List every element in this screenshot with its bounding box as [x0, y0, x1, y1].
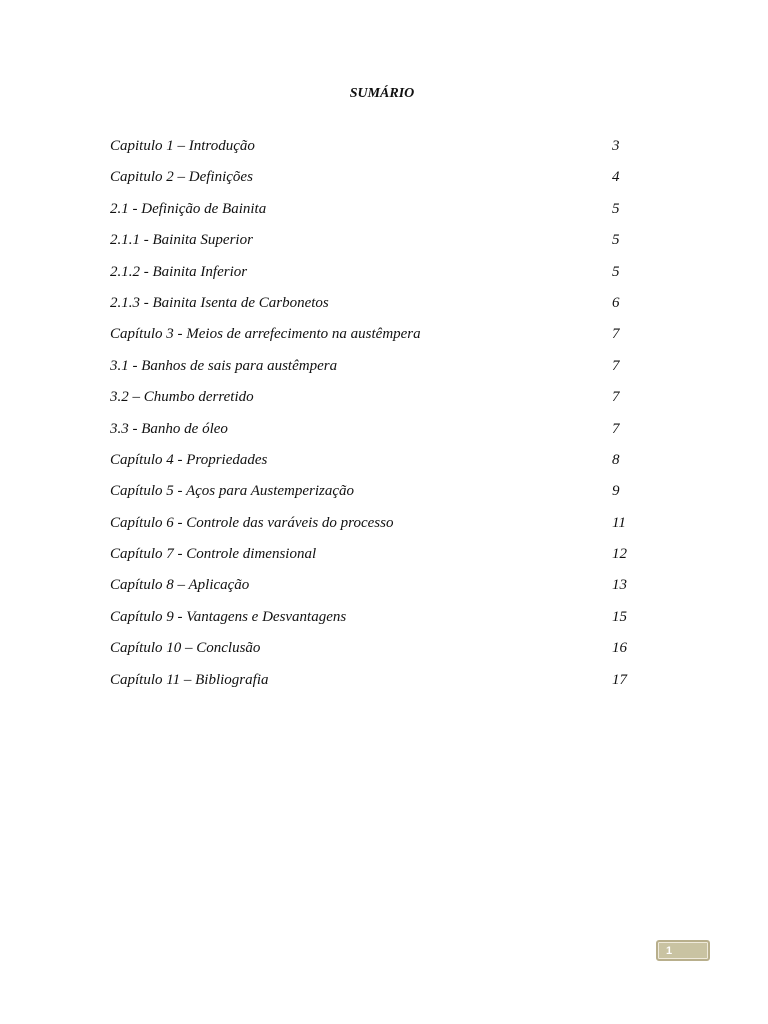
toc-entry-page: 8 [612, 451, 620, 468]
toc-entry [110, 419, 650, 450]
toc-entry-page: 7 [612, 420, 620, 437]
toc-entry-label: Capítulo 7 - Controle dimensional [110, 546, 317, 563]
toc-entry-label: Capítulo 4 - Propriedades [110, 451, 268, 468]
toc-entry-label: Capitulo 1 – Introdução [110, 138, 255, 154]
toc-entry-page: 7 [612, 326, 620, 343]
toc-entry [110, 136, 650, 167]
toc-entry-label: Capítulo 8 – Aplicação [110, 577, 250, 594]
toc-entry-label: 2.1.1 - Bainita Superior [110, 232, 253, 249]
toc-entry-label: Capítulo 9 - Vantagens e Desvantagens [110, 608, 347, 625]
toc-entry-page: 11 [612, 514, 626, 531]
toc-entry-label: Capítulo 3 - Meios de arrefecimento na austêmpera [110, 326, 421, 343]
toc-entry [110, 544, 650, 575]
toc-entry [110, 293, 650, 324]
toc-entry-label: 2.1.3 - Bainita Isenta de Carbonetos [110, 294, 329, 311]
toc-entry [110, 607, 650, 638]
toc-entry-label: 3.2 – Chumbo derretido [110, 389, 254, 406]
toc-entry [110, 638, 650, 669]
toc-entry-label: 3.3 - Banho de óleo [110, 420, 228, 437]
toc-entry-label: Capítulo 10 – Conclusão [110, 640, 261, 657]
toc-entry-label: Capítulo 6 - Controle das varáveis do processo [110, 514, 394, 531]
toc-entry-page: 3 [612, 138, 620, 154]
toc-entry-page: 5 [612, 232, 620, 249]
table-of-contents [110, 136, 650, 701]
toc-entry [110, 513, 650, 544]
toc-entry-page: 6 [612, 294, 620, 311]
toc-entry [110, 167, 650, 198]
toc-entry [110, 575, 650, 606]
toc-entry-page: 9 [612, 483, 620, 500]
toc-entry [110, 324, 650, 355]
toc-entry-label: Capitulo 2 – Definições [110, 169, 253, 186]
toc-entry [110, 670, 650, 701]
toc-entry [110, 356, 650, 387]
toc-entry-page: 13 [612, 577, 627, 594]
toc-entry-page: 12 [612, 546, 627, 563]
toc-entry [110, 262, 650, 293]
toc-entry [110, 450, 650, 481]
toc-entry-page: 17 [612, 671, 627, 688]
toc-entry-page: 7 [612, 357, 620, 374]
toc-entry-page: 5 [612, 263, 620, 280]
toc-entry [110, 387, 650, 418]
toc-entry [110, 230, 650, 261]
page-number: 1 [666, 945, 673, 957]
toc-entry-page: 4 [612, 169, 620, 186]
toc-entry [110, 199, 650, 230]
toc-entry-label: Capítulo 5 - Aços para Austemperização [110, 483, 355, 500]
toc-entry [110, 481, 650, 512]
toc-entry-label: 2.1 - Definição de Bainita [110, 200, 267, 217]
page-number-badge [656, 940, 710, 961]
toc-entry-label: Capítulo 11 – Bibliografia [110, 671, 269, 688]
page-title: SUMÁRIO [349, 86, 415, 101]
toc-entry-page: 7 [612, 389, 620, 406]
toc-entry-label: 2.1.2 - Bainita Inferior [110, 263, 248, 280]
toc-entry-label: 3.1 - Banhos de sais para austêmpera [110, 357, 338, 374]
toc-entry-page: 16 [612, 640, 627, 657]
toc-entry-page: 5 [612, 200, 620, 217]
toc-entry-page: 15 [612, 608, 627, 625]
